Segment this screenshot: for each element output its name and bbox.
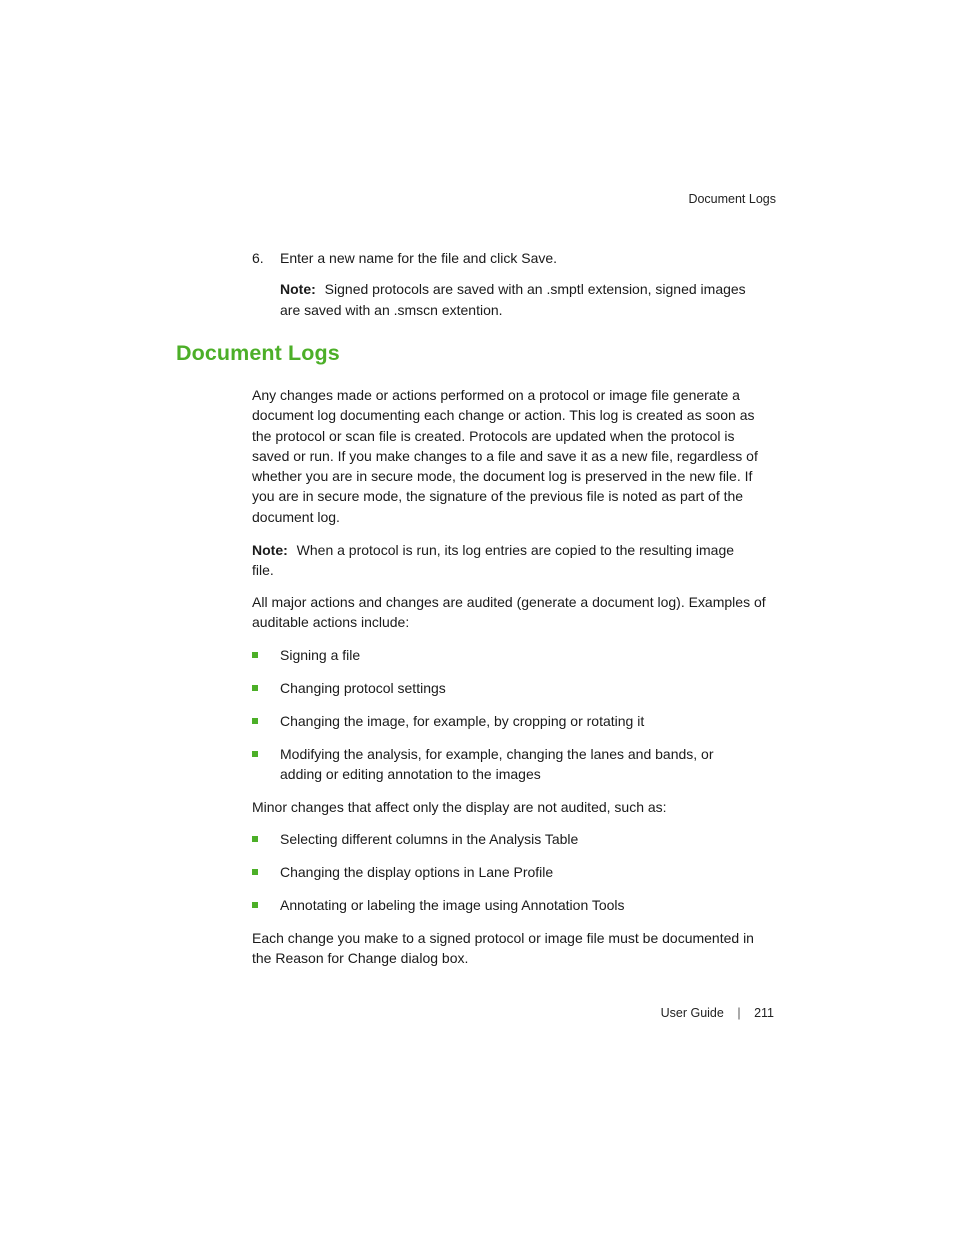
list-item-text: Changing the image, for example, by cropping or rotating it	[280, 713, 645, 729]
closing-paragraph: Each change you make to a signed protocol or image file must be documented in the Reason for Change dialog box.	[252, 930, 754, 967]
audited-intro: All major actions and changes are audited (generate a document log). Examples of auditable actions include:	[252, 594, 766, 631]
step-number: 6.	[252, 250, 264, 266]
step-note-label: Note:	[280, 281, 316, 297]
section-note-text: When a protocol is run, its log entries are copied to the resulting image file.	[252, 542, 735, 579]
step-note	[280, 279, 760, 320]
section-note	[252, 540, 747, 581]
bullet-square-icon	[252, 751, 258, 757]
bullet-square-icon	[252, 685, 258, 691]
intro-paragraph: Any changes made or actions performed on a protocol or image file generate a document log documenting each change or action. This log is created as soon as the protocol or scan file is created. Protocols are updated when the protocol is saved or run. If you make changes to a file and save it as a new file, regardless of whether you are in secure mode, the document log is preserved in the new file. If you are in secure mode, the signature of the previous file is noted as part of the document log.	[252, 387, 758, 525]
list-item-text: Changing protocol settings	[280, 680, 446, 696]
bullet-square-icon	[252, 869, 258, 875]
bullet-square-icon	[252, 836, 258, 842]
list-item-text: Annotating or labeling the image using Annotation Tools	[280, 897, 625, 913]
bullet-square-icon	[252, 652, 258, 658]
list-item-text: Signing a file	[280, 647, 361, 663]
list-item-text: Modifying the analysis, for example, changing the lanes and bands, or adding or editing annotation to the images	[280, 746, 714, 783]
bullet-square-icon	[252, 902, 258, 908]
bullet-square-icon	[252, 718, 258, 724]
page-number: 211	[754, 1006, 774, 1020]
list-item-text: Selecting different columns in the Analysis Table	[280, 831, 579, 847]
footer-guide-label: User Guide	[660, 1006, 724, 1020]
page-footer	[661, 1006, 774, 1020]
section-title: Document Logs	[176, 341, 340, 365]
step-text: Enter a new name for the file and click Save.	[280, 250, 558, 266]
footer-separator: |	[737, 1006, 741, 1020]
list-item-text: Changing the display options in Lane Profile	[280, 864, 554, 880]
step-note-text: Signed protocols are saved with an .smptl extension, signed images are saved with an .smscn extention.	[280, 281, 746, 318]
running-header: Document Logs	[688, 192, 776, 206]
section-note-label: Note:	[252, 542, 288, 558]
minor-intro: Minor changes that affect only the display are not audited, such as:	[252, 799, 667, 815]
